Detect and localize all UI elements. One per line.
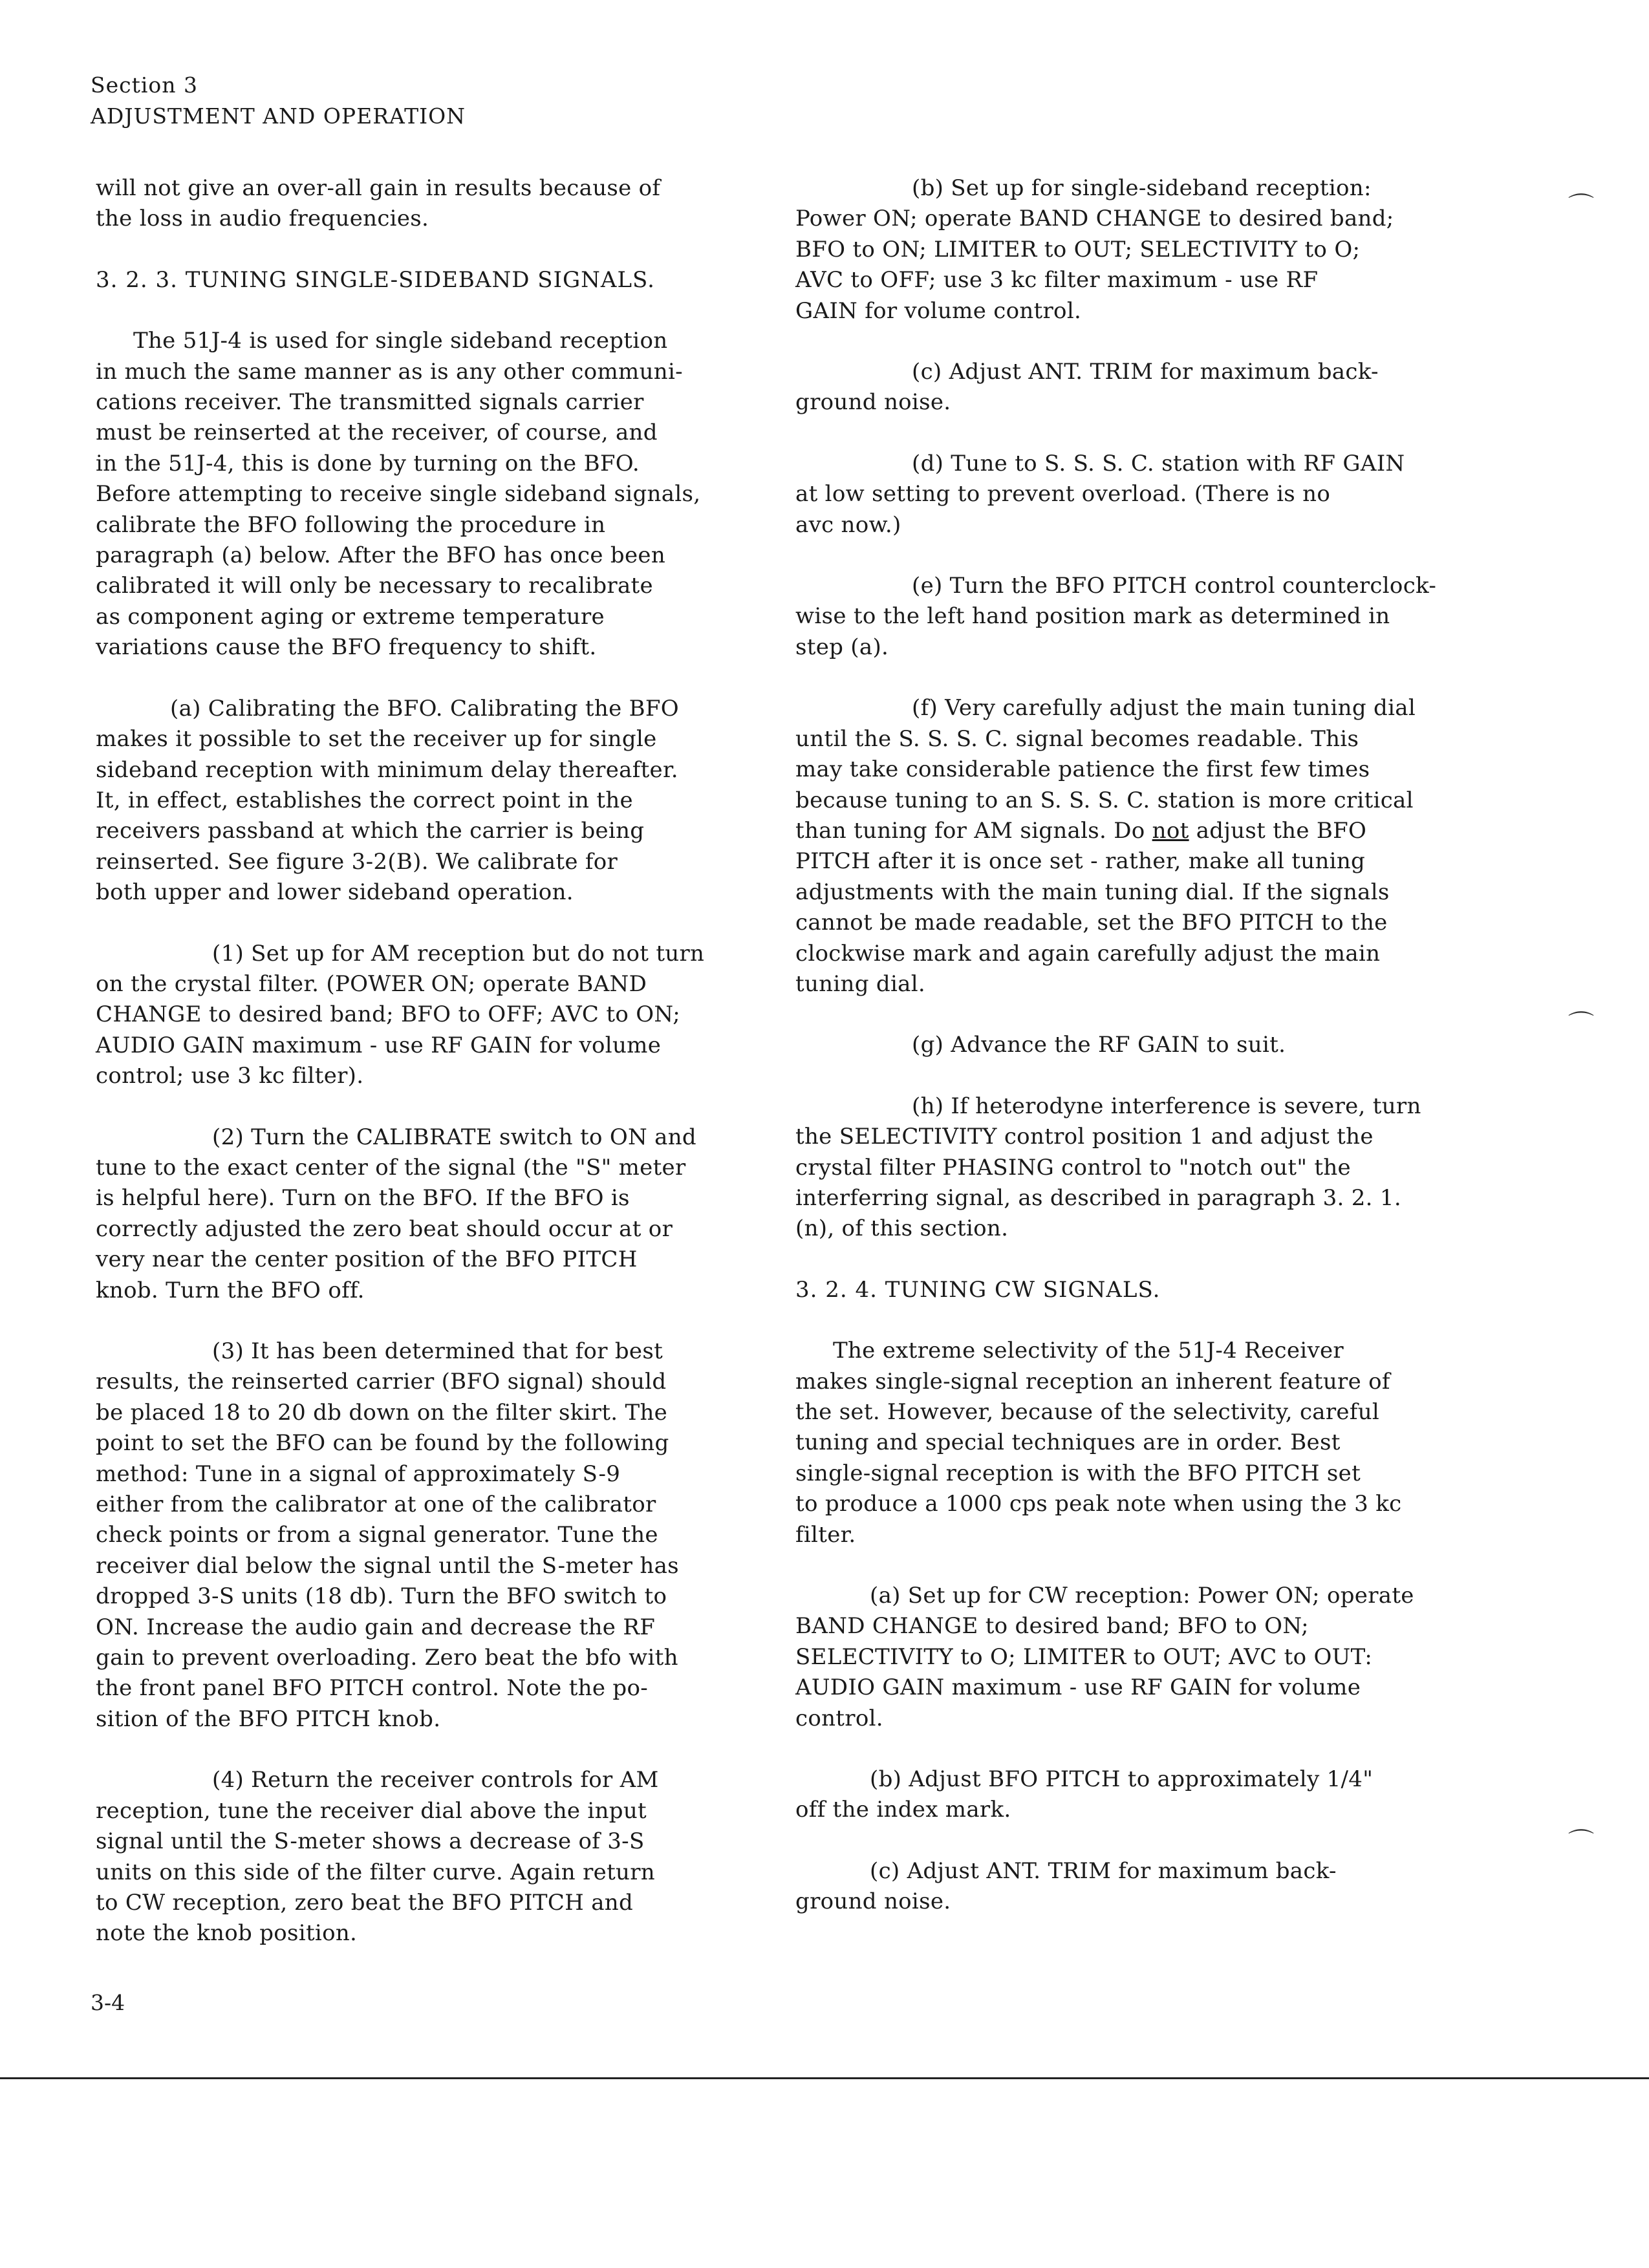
section-label: Section 3 bbox=[91, 72, 199, 98]
binder-mark-icon: ⌒ bbox=[1568, 192, 1594, 222]
heading-3-2-3: 3. 2. 3. TUNING SINGLE-SIDEBAND SIGNALS. bbox=[96, 266, 655, 293]
paragraph-g-rf-gain: (g) Advance the RF GAIN to suit. bbox=[912, 1032, 1286, 1058]
paragraph-b-ssb-setup: (b) Set up for single-sideband reception: Power ON; operate BAND CHANGE to desired band; BFO to ON; LIMITER to OUT; SELECTIVITY to O; AVC to OFF; use 3 kc filter maximum - use RF GAIN for volume control. bbox=[795, 175, 1394, 324]
paragraph-d-tune: (d) Tune to S. S. S. C. station with RF GAIN at low setting to prevent overload. (There is no avc now.) bbox=[795, 450, 1405, 538]
paragraph-f-main-dial: (f) Very carefully adjust the main tuning dial until the S. S. S. C. signal becomes readable. This may take considerable patience the first few times because tuning to an S. S. S. C. station is more critical than tuning for AM signals. Do not adjust the BFO PITCH after it is once set - rather, make all tuning adjustments with the main tuning dial. If the signals cannot be made readable, set the BFO PITCH to the clockwise mark and again carefully adjust the main tuning dial. bbox=[795, 695, 1416, 997]
paragraph-e-bfo-pitch: (e) Turn the BFO PITCH control counterclock- wise to the left hand position mark as determined in step (a). bbox=[795, 573, 1437, 660]
binder-mark-icon: ⌒ bbox=[1568, 1828, 1594, 1857]
paragraph-step-3: (3) It has been determined that for best results, the reinserted carrier (BFO signal) should be placed 18 to 20 db down on the filter skirt. The point to set the BFO can be found by the following method: Tune in a signal of approximately S-9 either from the calibrator at one of the calibrator check points or from a signal generator. Tune the receiver dial below the signal until the S-meter has dropped 3-S units (18 db). Turn the BFO switch to ON. Increase the audio gain and decrease the RF gain to prevent overloading. Zero beat the bfo with the front panel BFO PITCH control. Note the po- sition of the BFO PITCH knob. bbox=[96, 1338, 679, 1732]
bottom-rule bbox=[0, 2077, 1649, 2079]
paragraph-h-heterodyne: (h) If heterodyne interference is severe, turn the SELECTIVITY control position 1 and adjust the crystal filter PHASING control to "notch out" the interferring signal, as described in paragraph 3. 2. 1. (n), of this section. bbox=[795, 1093, 1421, 1242]
paragraph-cw-intro: The extreme selectivity of the 51J-4 Receiver makes single-signal reception an inherent feature of the set. However, because of the selectivity, careful tuning and special techniques are in order. Best single-signal reception is with the BFO PITCH set to produce a 1000 cps peak note when using the 3 kc filter. bbox=[795, 1338, 1402, 1548]
intro-paragraph: will not give an over-all gain in results because of the loss in audio frequencies. bbox=[96, 175, 661, 232]
paragraph-cw-b: (b) Adjust BFO PITCH to approximately 1/4" off the index mark. bbox=[795, 1766, 1374, 1823]
page-header bbox=[91, 70, 466, 132]
section-title: ADJUSTMENT AND OPERATION bbox=[91, 103, 466, 129]
emphasis-not: not bbox=[1152, 817, 1189, 844]
paragraph-c-ant-trim: (c) Adjust ANT. TRIM for maximum back- ground noise. bbox=[795, 359, 1379, 416]
right-column bbox=[795, 173, 1455, 1948]
paragraph-step-4: (4) Return the receiver controls for AM reception, tune the receiver dial above the input signal until the S-meter shows a decrease of 3-S units on this side of the filter curve. Again return to CW reception, zero beat the BFO PITCH and note the knob position. bbox=[96, 1767, 659, 1947]
paragraph-step-1: (1) Set up for AM reception but do not turn on the crystal filter. (POWER ON; operate BAND CHANGE to desired band; BFO to OFF; AVC to ON; AUDIO GAIN maximum - use RF GAIN for volume control; use 3 kc filter). bbox=[96, 940, 705, 1089]
paragraph-ssb-intro: The 51J-4 is used for single sideband reception in much the same manner as is any other communi- cations receiver. The transmitted signals carrier must be reinserted at the receiver, of course, and in the 51J-4, this is done by turning on the BFO. Before attempting to receive single sideband signals, calibrate the BFO following the procedure in paragraph (a) below. After the BFO has once been calibrated it will only be necessary to recalibrate as component aging or extreme temperature variations cause the BFO frequency to shift. bbox=[96, 328, 701, 661]
binder-mark-icon: ⌒ bbox=[1568, 1010, 1594, 1040]
page-number: 3-4 bbox=[91, 1990, 125, 2015]
paragraph-step-2: (2) Turn the CALIBRATE switch to ON and tune to the exact center of the signal (the "S" meter is helpful here). Turn on the BFO. If the BFO is correctly adjusted the zero beat should occur at or very near the center position of the BFO PITCH knob. Turn the BFO off. bbox=[96, 1124, 696, 1303]
paragraph-cw-c: (c) Adjust ANT. TRIM for maximum back- ground noise. bbox=[795, 1857, 1337, 1915]
paragraph-cw-a: (a) Set up for CW reception: Power ON; operate BAND CHANGE to desired band; BFO to ON; SELECTIVITY to O; LIMITER to OUT; AVC to OUT: AUDIO GAIN maximum - use RF GAIN for volume control. bbox=[795, 1583, 1414, 1731]
left-column bbox=[96, 173, 736, 1980]
heading-3-2-4: 3. 2. 4. TUNING CW SIGNALS. bbox=[795, 1276, 1161, 1303]
paragraph-a-calibrating: (a) Calibrating the BFO. Calibrating the BFO makes it possible to set the receiver up for single sideband reception with minimum delay thereafter. It, in effect, establishes the correct point in the receivers passband at which the carrier is being reinserted. See figure 3-2(B). We calibrate for both upper and lower sideband operation. bbox=[96, 695, 679, 906]
